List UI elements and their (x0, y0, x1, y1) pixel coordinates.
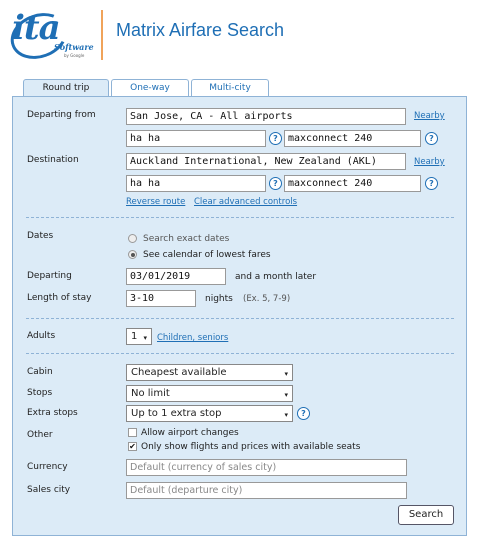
chevron-down-icon: ▾ (284, 411, 288, 419)
clear-advanced-link[interactable]: Clear advanced controls (194, 197, 298, 207)
tab-one-way[interactable]: One-way (111, 79, 189, 97)
stay-input[interactable]: 3-10 (126, 290, 196, 307)
logo-tagline: by Google (64, 53, 85, 58)
tab-multi-city[interactable]: Multi-city (191, 79, 269, 97)
sales-city-label: Sales city (27, 485, 71, 495)
calendar-radio[interactable] (128, 250, 137, 259)
departing-nearby-link[interactable]: Nearby (414, 111, 445, 121)
stops-select[interactable]: No limit ▾ (126, 385, 293, 402)
stops-label: Stops (27, 388, 53, 398)
exact-dates-radio[interactable] (128, 234, 137, 243)
cabin-select[interactable]: Cheapest available ▾ (126, 364, 293, 381)
sales-city-input[interactable]: Default (departure city) (126, 482, 407, 499)
page-title: Matrix Airfare Search (116, 20, 285, 40)
chevron-down-icon: ▾ (284, 370, 288, 378)
departing-date-input[interactable]: 03/01/2019 (126, 268, 226, 285)
airport-changes-label: Allow airport changes (141, 428, 239, 438)
cabin-label: Cabin (27, 367, 53, 377)
destination-input[interactable]: Auckland International, New Zealand (AKL) (126, 153, 406, 170)
help-icon[interactable]: ? (269, 132, 282, 145)
departing-from-label: Departing from (27, 110, 96, 120)
departing-extension-input[interactable]: maxconnect 240 (284, 130, 421, 147)
ita-software-logo: ita Software by Google (10, 8, 88, 60)
other-label: Other (27, 430, 53, 440)
departing-label: Departing (27, 271, 72, 281)
children-seniors-link[interactable]: Children, seniors (157, 333, 229, 343)
dates-label: Dates (27, 231, 54, 241)
chevron-down-icon: ▾ (143, 334, 147, 342)
departing-suffix: and a month later (235, 272, 317, 282)
search-button[interactable]: Search (398, 505, 454, 525)
departing-routing-input[interactable]: ha ha (126, 130, 266, 147)
help-icon[interactable]: ? (425, 132, 438, 145)
destination-label: Destination (27, 155, 79, 165)
chevron-down-icon: ▾ (284, 391, 288, 399)
exact-dates-label: Search exact dates (143, 234, 230, 244)
calendar-label: See calendar of lowest fares (143, 250, 271, 260)
reverse-route-link[interactable]: Reverse route (126, 197, 186, 207)
section-divider (26, 217, 454, 218)
currency-input[interactable]: Default (currency of sales city) (126, 459, 407, 476)
stay-label: Length of stay (27, 293, 92, 303)
extra-stops-label: Extra stops (27, 408, 78, 418)
help-icon[interactable]: ? (425, 177, 438, 190)
tab-round-trip[interactable]: Round trip (23, 79, 109, 98)
destination-nearby-link[interactable]: Nearby (414, 157, 445, 167)
airport-changes-checkbox[interactable] (128, 428, 137, 437)
adults-select[interactable]: 1 ▾ (126, 328, 152, 345)
available-seats-checkbox[interactable]: ✔ (129, 442, 136, 451)
destination-routing-input[interactable]: ha ha (126, 175, 266, 192)
help-icon[interactable]: ? (269, 177, 282, 190)
section-divider (26, 318, 454, 319)
stay-suffix: nights (205, 294, 233, 304)
section-divider (26, 353, 454, 354)
extra-stops-select[interactable]: Up to 1 extra stop ▾ (126, 405, 293, 422)
adults-label: Adults (27, 331, 56, 341)
available-seats-label: Only show flights and prices with available seats (141, 442, 361, 452)
currency-label: Currency (27, 462, 68, 472)
header-divider (101, 10, 103, 60)
departing-from-input[interactable]: San Jose, CA - All airports (126, 108, 406, 125)
destination-extension-input[interactable]: maxconnect 240 (284, 175, 421, 192)
stay-hint: (Ex. 5, 7-9) (243, 294, 291, 304)
help-icon[interactable]: ? (297, 407, 310, 420)
